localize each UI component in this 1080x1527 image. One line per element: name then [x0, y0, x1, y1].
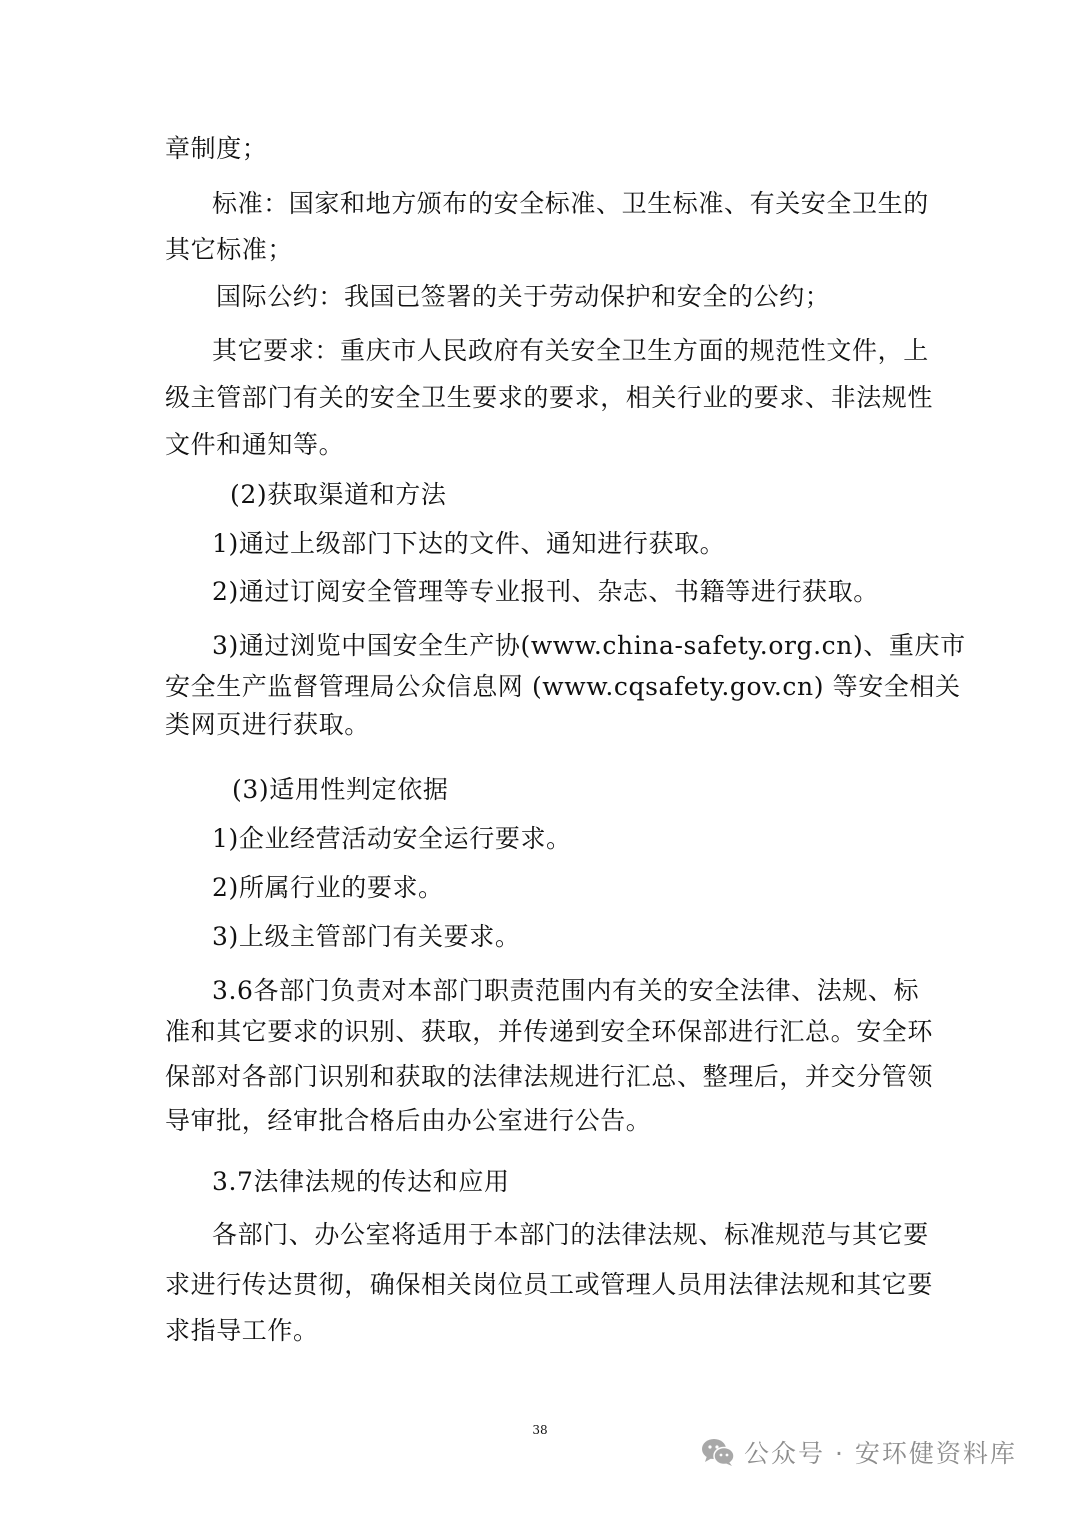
watermark: [700, 1432, 1017, 1472]
text-line: 准和其它要求的识别、获取，并传递到安全环保部进行汇总。安全环: [165, 1017, 934, 1046]
list-item: 3)上级主管部门有关要求。: [212, 922, 521, 951]
text-line: 求进行传达贯彻，确保相关岗位员工或管理人员用法律法规和其它要: [165, 1270, 934, 1299]
text-line: 级主管部门有关的安全卫生要求的要求，相关行业的要求、非法规性: [165, 383, 934, 412]
list-item: 1)企业经营活动安全运行要求。: [212, 824, 572, 853]
text-line: 导审批，经审批合格后由办公室进行公告。: [165, 1106, 652, 1135]
section-heading: 3.7法律法规的传达和应用: [212, 1167, 510, 1196]
text-line: 3.6各部门负责对本部门职责范围内有关的安全法律、法规、标: [212, 976, 920, 1005]
text-line: 文件和通知等。: [165, 430, 345, 459]
text-line: 其它标准；: [165, 235, 294, 264]
list-item: 3)通过浏览中国安全生产协(www.china-safety.org.cn)、重庆市: [212, 631, 966, 660]
section-heading: (2)获取渠道和方法: [230, 480, 447, 509]
text-line: 其它要求：重庆市人民政府有关安全卫生方面的规范性文件，上: [212, 336, 929, 365]
text-line: 章制度；: [165, 134, 268, 163]
list-item: 1)通过上级部门下达的文件、通知进行获取。: [212, 529, 726, 558]
text-line: 各部门、办公室将适用于本部门的法律法规、标准规范与其它要: [212, 1220, 929, 1249]
list-item: 2)通过订阅安全管理等专业报刊、杂志、书籍等进行获取。: [212, 577, 879, 606]
text-line: 类网页进行获取。: [165, 710, 370, 739]
text-line: 保部对各部门识别和获取的法律法规进行汇总、整理后，并交分管领: [165, 1062, 934, 1091]
list-item: 2)所属行业的要求。: [212, 873, 444, 902]
section-heading: (3)适用性判定依据: [232, 775, 449, 804]
text-line: 求指导工作。: [165, 1316, 319, 1345]
text-line: 国际公约：我国已签署的关于劳动保护和安全的公约；: [216, 282, 831, 311]
text-line: 标准：国家和地方颁布的安全标准、卫生标准、有关安全卫生的: [212, 189, 929, 218]
text-line: 安全生产监督管理局公众信息网 (www.cqsafety.gov.cn) 等安全相关: [165, 672, 961, 701]
page-number: 38: [532, 1423, 548, 1437]
watermark-text: 公众号 · 安环健资料库: [744, 1439, 1017, 1468]
wechat-icon: [700, 1437, 736, 1467]
